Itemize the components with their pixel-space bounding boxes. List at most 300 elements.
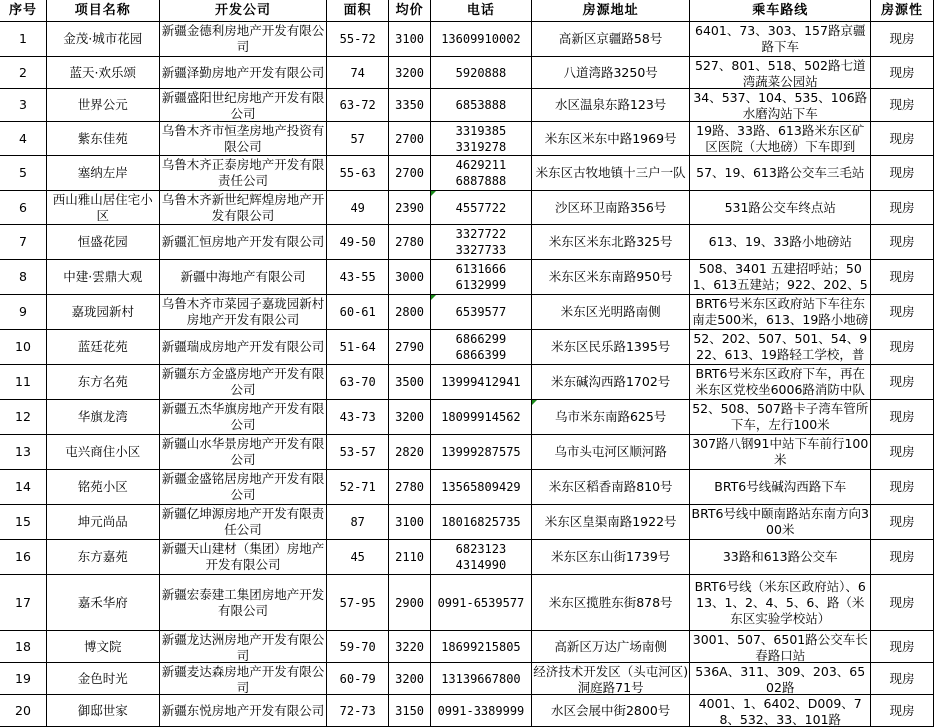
header-type[interactable]: 房源性 bbox=[871, 0, 934, 22]
cell-address[interactable] bbox=[531, 663, 690, 695]
cell-no[interactable] bbox=[0, 505, 46, 540]
cell-type-text: 现房 bbox=[889, 638, 915, 654]
phone-number: 18099914562 bbox=[441, 410, 521, 424]
cell-address-text: 米东区米东南路950号 bbox=[548, 269, 673, 284]
cell-type[interactable] bbox=[871, 435, 934, 470]
table-row bbox=[0, 365, 934, 400]
cell-price[interactable] bbox=[389, 470, 431, 505]
cell-type-text: 现房 bbox=[889, 304, 915, 319]
phone-number: 13609910002 bbox=[441, 32, 521, 46]
cell-developer[interactable] bbox=[159, 575, 327, 631]
cell-address-text: 米东区东山街1739号 bbox=[550, 549, 671, 564]
cell-area-text: 60-79 bbox=[339, 671, 376, 686]
cell-no[interactable] bbox=[0, 156, 46, 191]
cell-type[interactable] bbox=[871, 470, 934, 505]
cell-route[interactable] bbox=[690, 435, 871, 470]
cell-no[interactable] bbox=[0, 260, 46, 295]
header-area[interactable]: 面积 bbox=[327, 0, 389, 22]
cell-route-text: 52、202、507、501、54、922、613、19路轻工学校，普 bbox=[693, 330, 868, 362]
cell-phone[interactable] bbox=[431, 122, 532, 156]
cell-price[interactable] bbox=[389, 631, 431, 663]
cell-price[interactable] bbox=[389, 295, 431, 330]
cell-developer[interactable] bbox=[159, 330, 327, 365]
cell-name-text: 铭苑小区 bbox=[77, 479, 128, 494]
cell-price[interactable] bbox=[389, 365, 431, 400]
cell-price[interactable] bbox=[389, 435, 431, 470]
phone-number: 18016825735 bbox=[441, 515, 521, 529]
cell-name[interactable] bbox=[46, 191, 159, 225]
cell-area-text: 60-61 bbox=[339, 305, 376, 319]
cell-name[interactable] bbox=[46, 57, 159, 89]
cell-type[interactable] bbox=[871, 330, 934, 365]
cell-route[interactable] bbox=[690, 191, 871, 225]
cell-price[interactable] bbox=[389, 575, 431, 631]
cell-address[interactable] bbox=[531, 191, 690, 225]
cell-name[interactable] bbox=[46, 631, 159, 663]
cell-developer[interactable] bbox=[159, 57, 327, 89]
cell-name[interactable] bbox=[46, 663, 159, 695]
cell-route-text: 536A、311、309、203、6502路 bbox=[695, 663, 866, 694]
cell-no-text: 13 bbox=[15, 444, 31, 459]
cell-address-text: 米东区米东中路1969号 bbox=[544, 130, 677, 146]
cell-route[interactable] bbox=[690, 575, 871, 631]
cell-name-text: 塞纳左岸 bbox=[77, 165, 128, 180]
cell-address-text: 乌市米东南路625号 bbox=[554, 409, 667, 424]
cell-name-text: 蓝天·欢乐颂 bbox=[69, 64, 137, 80]
cell-area[interactable] bbox=[327, 89, 389, 122]
table-row bbox=[0, 57, 934, 89]
cell-area[interactable] bbox=[327, 470, 389, 505]
cell-price[interactable] bbox=[389, 57, 431, 89]
cell-route[interactable] bbox=[690, 505, 871, 540]
cell-address[interactable] bbox=[531, 400, 690, 435]
cell-type[interactable] bbox=[871, 156, 934, 191]
cell-route[interactable] bbox=[690, 663, 871, 695]
table-row bbox=[0, 505, 934, 540]
cell-name[interactable] bbox=[46, 260, 159, 295]
cell-type[interactable] bbox=[871, 400, 934, 435]
cell-address[interactable] bbox=[531, 156, 690, 191]
cell-address[interactable] bbox=[531, 470, 690, 505]
cell-phone[interactable] bbox=[431, 156, 532, 191]
cell-no-text: 17 bbox=[15, 594, 31, 610]
cell-name[interactable] bbox=[46, 225, 159, 260]
cell-price-text: 2390 bbox=[395, 200, 425, 215]
cell-developer[interactable] bbox=[159, 295, 327, 330]
cell-route[interactable] bbox=[690, 225, 871, 260]
table-row bbox=[0, 191, 934, 225]
cell-phone[interactable] bbox=[431, 365, 532, 400]
cell-no[interactable] bbox=[0, 191, 46, 225]
cell-address-text: 水区温泉东路123号 bbox=[554, 97, 667, 112]
cell-address-text: 水区会展中街2800号 bbox=[550, 702, 671, 718]
cell-area[interactable] bbox=[327, 295, 389, 330]
cell-area[interactable] bbox=[327, 540, 389, 575]
cell-price[interactable] bbox=[389, 122, 431, 156]
cell-address[interactable] bbox=[531, 89, 690, 122]
cell-area[interactable] bbox=[327, 435, 389, 470]
cell-price[interactable] bbox=[389, 260, 431, 295]
cell-no-text: 10 bbox=[15, 339, 31, 354]
cell-name[interactable] bbox=[46, 540, 159, 575]
phone-number: 0991-3389999 bbox=[437, 703, 525, 718]
cell-name-text: 金茂·城市花园 bbox=[63, 31, 143, 46]
cell-price[interactable] bbox=[389, 191, 431, 225]
cell-no[interactable] bbox=[0, 663, 46, 695]
cell-no[interactable] bbox=[0, 295, 46, 330]
cell-name-text: 西山雅山居住宅小区 bbox=[52, 191, 153, 223]
cell-developer[interactable] bbox=[159, 470, 327, 505]
cell-name[interactable] bbox=[46, 695, 159, 727]
cell-name-text: 御邸世家 bbox=[77, 702, 128, 718]
cell-type[interactable] bbox=[871, 57, 934, 89]
cell-developer-text: 乌鲁木齐正泰房地产开发有限责任公司 bbox=[161, 157, 325, 188]
cell-name[interactable] bbox=[46, 400, 159, 435]
cell-phone[interactable] bbox=[431, 540, 532, 575]
table-row bbox=[0, 400, 934, 435]
cell-area[interactable] bbox=[327, 225, 389, 260]
cell-type[interactable] bbox=[871, 260, 934, 295]
cell-price[interactable] bbox=[389, 225, 431, 260]
cell-address-text: 米东区古牧地镇十三户一队 bbox=[535, 165, 686, 180]
phone-number: 13999287575 bbox=[441, 445, 521, 459]
cell-address-text: 米东区光明路南侧 bbox=[560, 304, 661, 319]
cell-phone[interactable] bbox=[431, 470, 532, 505]
cell-no-text: 8 bbox=[18, 269, 27, 284]
header-route[interactable]: 乘车路线 bbox=[690, 0, 871, 22]
cell-address-text: 沙区环卫南路356号 bbox=[554, 199, 667, 215]
cell-developer-text: 新疆五杰华旗房地产开发有限公司 bbox=[161, 401, 325, 432]
cell-area[interactable] bbox=[327, 400, 389, 435]
cell-phone[interactable] bbox=[431, 57, 532, 89]
cell-developer-text: 新疆天山建材（集团）房地产开发有限公司 bbox=[161, 541, 325, 572]
cell-address[interactable] bbox=[531, 435, 690, 470]
cell-name[interactable] bbox=[46, 435, 159, 470]
cell-type[interactable] bbox=[871, 295, 934, 330]
table-row bbox=[0, 22, 934, 57]
cell-name[interactable] bbox=[46, 89, 159, 122]
comment-marker-icon[interactable] bbox=[431, 191, 436, 196]
cell-no[interactable] bbox=[0, 57, 46, 89]
cell-no-text: 5 bbox=[18, 165, 27, 180]
cell-address[interactable] bbox=[531, 22, 690, 57]
cell-no[interactable] bbox=[0, 22, 46, 57]
cell-route[interactable] bbox=[690, 365, 871, 400]
cell-developer[interactable] bbox=[159, 191, 327, 225]
cell-developer[interactable] bbox=[159, 631, 327, 663]
cell-developer[interactable] bbox=[159, 225, 327, 260]
cell-type[interactable] bbox=[871, 540, 934, 575]
cell-name[interactable] bbox=[46, 365, 159, 400]
cell-developer-text: 新疆东方金盛房地产开发有限公司 bbox=[161, 366, 325, 397]
phone-number: 4557722 bbox=[455, 200, 507, 215]
cell-price[interactable] bbox=[389, 400, 431, 435]
cell-no[interactable] bbox=[0, 631, 46, 663]
cell-developer[interactable] bbox=[159, 122, 327, 156]
cell-developer-text: 新疆龙达洲房地产开发有限公司 bbox=[161, 631, 325, 662]
cell-address[interactable] bbox=[531, 57, 690, 89]
table-row bbox=[0, 435, 934, 470]
cell-no[interactable] bbox=[0, 330, 46, 365]
header-address[interactable]: 房源地址 bbox=[531, 0, 690, 22]
cell-route-text: BRT6号米东区政府站下车往东南走500米，613、19路小地磅 bbox=[692, 296, 869, 327]
cell-route[interactable] bbox=[690, 122, 871, 156]
cell-phone[interactable] bbox=[431, 575, 532, 631]
cell-route-text: 613、19、33路小地磅站 bbox=[708, 234, 852, 249]
cell-route[interactable] bbox=[690, 631, 871, 663]
cell-area-text: 45 bbox=[350, 550, 365, 564]
cell-route-text: 6401、73、303、157路京疆路下车 bbox=[695, 23, 866, 54]
cell-area[interactable] bbox=[327, 330, 389, 365]
cell-area[interactable] bbox=[327, 695, 389, 727]
cell-phone[interactable] bbox=[431, 435, 532, 470]
cell-route[interactable] bbox=[690, 540, 871, 575]
cell-no-text: 20 bbox=[15, 702, 31, 718]
table-row bbox=[0, 89, 934, 122]
cell-route[interactable] bbox=[690, 260, 871, 295]
cell-developer[interactable] bbox=[159, 663, 327, 695]
cell-type[interactable] bbox=[871, 365, 934, 400]
cell-name-text: 屯兴商住小区 bbox=[65, 444, 141, 459]
cell-route[interactable] bbox=[690, 695, 871, 727]
cell-type[interactable] bbox=[871, 663, 934, 695]
cell-route-text: 508、3401 五建招呼站；501、613五建站；922、202、5 bbox=[692, 260, 868, 292]
cell-name-text: 东方名苑 bbox=[77, 374, 128, 389]
cell-area[interactable] bbox=[327, 122, 389, 156]
cell-no-text: 6 bbox=[18, 199, 27, 215]
cell-type-text: 现房 bbox=[889, 234, 915, 249]
header-row bbox=[0, 0, 934, 22]
cell-type-text: 现房 bbox=[889, 269, 915, 284]
phone-number: 6131666 bbox=[455, 262, 507, 276]
cell-route[interactable] bbox=[690, 400, 871, 435]
table-row bbox=[0, 575, 934, 631]
cell-price[interactable] bbox=[389, 156, 431, 191]
header-phone[interactable]: 电话 bbox=[431, 0, 532, 22]
cell-address-text: 米东碱沟西路1702号 bbox=[550, 374, 671, 389]
cell-address[interactable] bbox=[531, 122, 690, 156]
cell-area-text: 52-71 bbox=[339, 480, 376, 494]
table-row bbox=[0, 295, 934, 330]
cell-developer-text: 新疆瑞成房地产开发有限公司 bbox=[161, 339, 325, 354]
cell-address[interactable] bbox=[531, 365, 690, 400]
cell-no[interactable] bbox=[0, 365, 46, 400]
cell-route[interactable] bbox=[690, 156, 871, 191]
cell-phone[interactable] bbox=[431, 330, 532, 365]
cell-developer-text: 新疆汇恒房地产开发有限公司 bbox=[161, 234, 325, 249]
cell-developer-text: 新疆金德利房地产开发有限公司 bbox=[161, 23, 325, 54]
cell-no[interactable] bbox=[0, 435, 46, 470]
phone-number: 3319385 bbox=[455, 123, 507, 138]
cell-no-text: 15 bbox=[15, 514, 31, 529]
cell-phone[interactable] bbox=[431, 260, 532, 295]
cell-type[interactable] bbox=[871, 695, 934, 727]
cell-area[interactable] bbox=[327, 365, 389, 400]
cell-price[interactable] bbox=[389, 89, 431, 122]
cell-price[interactable] bbox=[389, 663, 431, 695]
cell-price-text: 2700 bbox=[395, 166, 425, 180]
cell-developer[interactable] bbox=[159, 22, 327, 57]
cell-address[interactable] bbox=[531, 695, 690, 727]
cell-address[interactable] bbox=[531, 575, 690, 631]
comment-marker-icon[interactable] bbox=[532, 400, 537, 405]
cell-phone[interactable] bbox=[431, 22, 532, 57]
cell-address[interactable] bbox=[531, 505, 690, 540]
cell-type-text: 现房 bbox=[889, 444, 915, 459]
cell-type[interactable] bbox=[871, 122, 934, 156]
cell-name[interactable] bbox=[46, 156, 159, 191]
cell-no-text: 14 bbox=[15, 479, 31, 494]
cell-area[interactable] bbox=[327, 156, 389, 191]
table-row bbox=[0, 260, 934, 295]
cell-type[interactable] bbox=[871, 505, 934, 540]
cell-phone[interactable] bbox=[431, 631, 532, 663]
cell-type-text: 现房 bbox=[889, 702, 915, 718]
cell-type-text: 现房 bbox=[889, 549, 915, 564]
phone-number: 6866399 bbox=[455, 348, 507, 362]
cell-name[interactable] bbox=[46, 470, 159, 505]
cell-area-text: 87 bbox=[350, 515, 365, 529]
cell-no[interactable] bbox=[0, 695, 46, 727]
cell-price[interactable] bbox=[389, 330, 431, 365]
cell-phone[interactable] bbox=[431, 505, 532, 540]
cell-no-text: 18 bbox=[15, 638, 31, 654]
cell-route[interactable] bbox=[690, 470, 871, 505]
cell-name[interactable] bbox=[46, 330, 159, 365]
cell-route[interactable] bbox=[690, 330, 871, 365]
cell-price[interactable] bbox=[389, 22, 431, 57]
cell-area-text: 72-73 bbox=[339, 703, 376, 718]
cell-price[interactable] bbox=[389, 695, 431, 727]
cell-type-text: 现房 bbox=[889, 670, 915, 686]
cell-type[interactable] bbox=[871, 575, 934, 631]
cell-address-text: 经济技术开发区（头屯河区)洞庭路71号 bbox=[533, 663, 689, 694]
cell-developer[interactable] bbox=[159, 435, 327, 470]
cell-area-text: 59-70 bbox=[339, 639, 376, 654]
cell-price-text: 3220 bbox=[395, 639, 425, 654]
header-name[interactable]: 项目名称 bbox=[46, 0, 159, 22]
cell-address[interactable] bbox=[531, 295, 690, 330]
cell-phone[interactable] bbox=[431, 191, 532, 225]
cell-phone[interactable] bbox=[431, 400, 532, 435]
cell-address[interactable] bbox=[531, 330, 690, 365]
cell-developer[interactable] bbox=[159, 505, 327, 540]
cell-no[interactable] bbox=[0, 470, 46, 505]
cell-no[interactable] bbox=[0, 89, 46, 122]
cell-developer[interactable] bbox=[159, 695, 327, 727]
cell-name[interactable] bbox=[46, 505, 159, 540]
cell-no[interactable] bbox=[0, 575, 46, 631]
cell-route[interactable] bbox=[690, 295, 871, 330]
cell-name[interactable] bbox=[46, 575, 159, 631]
comment-marker-icon[interactable] bbox=[431, 295, 436, 300]
cell-developer-text: 乌鲁木齐市恒垄房地产投资有限公司 bbox=[161, 122, 325, 154]
cell-address[interactable] bbox=[531, 260, 690, 295]
cell-address[interactable] bbox=[531, 631, 690, 663]
cell-area[interactable] bbox=[327, 260, 389, 295]
cell-no[interactable] bbox=[0, 400, 46, 435]
cell-name[interactable] bbox=[46, 295, 159, 330]
cell-area[interactable] bbox=[327, 191, 389, 225]
cell-area[interactable] bbox=[327, 22, 389, 57]
cell-developer[interactable] bbox=[159, 540, 327, 575]
cell-type[interactable] bbox=[871, 89, 934, 122]
cell-area[interactable] bbox=[327, 505, 389, 540]
cell-type[interactable] bbox=[871, 22, 934, 57]
cell-area[interactable] bbox=[327, 575, 389, 631]
phone-number: 4314990 bbox=[455, 558, 507, 572]
cell-route-text: 307路八钢91中站下车前行100米 bbox=[692, 436, 869, 467]
cell-phone[interactable] bbox=[431, 695, 532, 727]
cell-name-text: 金色时光 bbox=[77, 670, 128, 686]
cell-area-text: 49-50 bbox=[339, 235, 376, 249]
cell-phone[interactable] bbox=[431, 295, 532, 330]
cell-address-text: 高新区万达广场南侧 bbox=[554, 638, 667, 654]
cell-developer[interactable] bbox=[159, 400, 327, 435]
cell-no-text: 1 bbox=[18, 31, 27, 46]
cell-no[interactable] bbox=[0, 540, 46, 575]
cell-route-text: BRT6号线中颐南路站东南方向300米 bbox=[691, 506, 869, 537]
cell-name[interactable] bbox=[46, 22, 159, 57]
cell-address[interactable] bbox=[531, 225, 690, 260]
cell-developer-text: 新疆金盛铭居房地产开发有限公司 bbox=[161, 471, 325, 502]
cell-phone[interactable] bbox=[431, 225, 532, 260]
cell-developer[interactable] bbox=[159, 365, 327, 400]
cell-address-text: 米东区米东北路325号 bbox=[548, 234, 673, 249]
cell-address[interactable] bbox=[531, 540, 690, 575]
cell-developer-text: 新疆麦达森房地产开发有限公司 bbox=[161, 663, 325, 694]
cell-area[interactable] bbox=[327, 57, 389, 89]
cell-route[interactable] bbox=[690, 22, 871, 57]
cell-type[interactable] bbox=[871, 191, 934, 225]
cell-developer-text: 乌鲁木齐新世纪辉煌房地产开发有限公司 bbox=[161, 191, 325, 223]
header-developer[interactable]: 开发公司 bbox=[159, 0, 327, 22]
cell-area[interactable] bbox=[327, 631, 389, 663]
cell-route[interactable] bbox=[690, 89, 871, 122]
cell-price-text: 3100 bbox=[395, 32, 425, 46]
cell-no[interactable] bbox=[0, 122, 46, 156]
cell-type[interactable] bbox=[871, 225, 934, 260]
cell-route[interactable] bbox=[690, 57, 871, 89]
cell-no-text: 7 bbox=[18, 234, 27, 249]
header-price[interactable]: 均价 bbox=[389, 0, 431, 22]
cell-type-text: 现房 bbox=[889, 199, 915, 215]
table-row bbox=[0, 470, 934, 505]
cell-phone[interactable] bbox=[431, 89, 532, 122]
cell-price-text: 2780 bbox=[395, 235, 425, 249]
cell-no[interactable] bbox=[0, 225, 46, 260]
cell-route-text: 33路和613路公交车 bbox=[722, 549, 838, 564]
cell-price-text: 2110 bbox=[395, 550, 425, 564]
phone-number: 3327733 bbox=[455, 243, 507, 257]
cell-route-text: 531路公交车终点站 bbox=[724, 199, 836, 215]
phone-number: 6853888 bbox=[455, 98, 507, 112]
cell-developer[interactable] bbox=[159, 260, 327, 295]
cell-price-text: 2700 bbox=[395, 131, 425, 146]
cell-type[interactable] bbox=[871, 631, 934, 663]
cell-price[interactable] bbox=[389, 540, 431, 575]
cell-area-text: 57-95 bbox=[339, 595, 376, 610]
cell-no-text: 2 bbox=[18, 64, 27, 80]
header-no[interactable]: 序号 bbox=[0, 0, 46, 22]
cell-developer[interactable] bbox=[159, 89, 327, 122]
cell-name[interactable] bbox=[46, 122, 159, 156]
cell-phone[interactable] bbox=[431, 663, 532, 695]
cell-price[interactable] bbox=[389, 505, 431, 540]
cell-area[interactable] bbox=[327, 663, 389, 695]
cell-type-text: 现房 bbox=[889, 339, 915, 354]
cell-developer[interactable] bbox=[159, 156, 327, 191]
